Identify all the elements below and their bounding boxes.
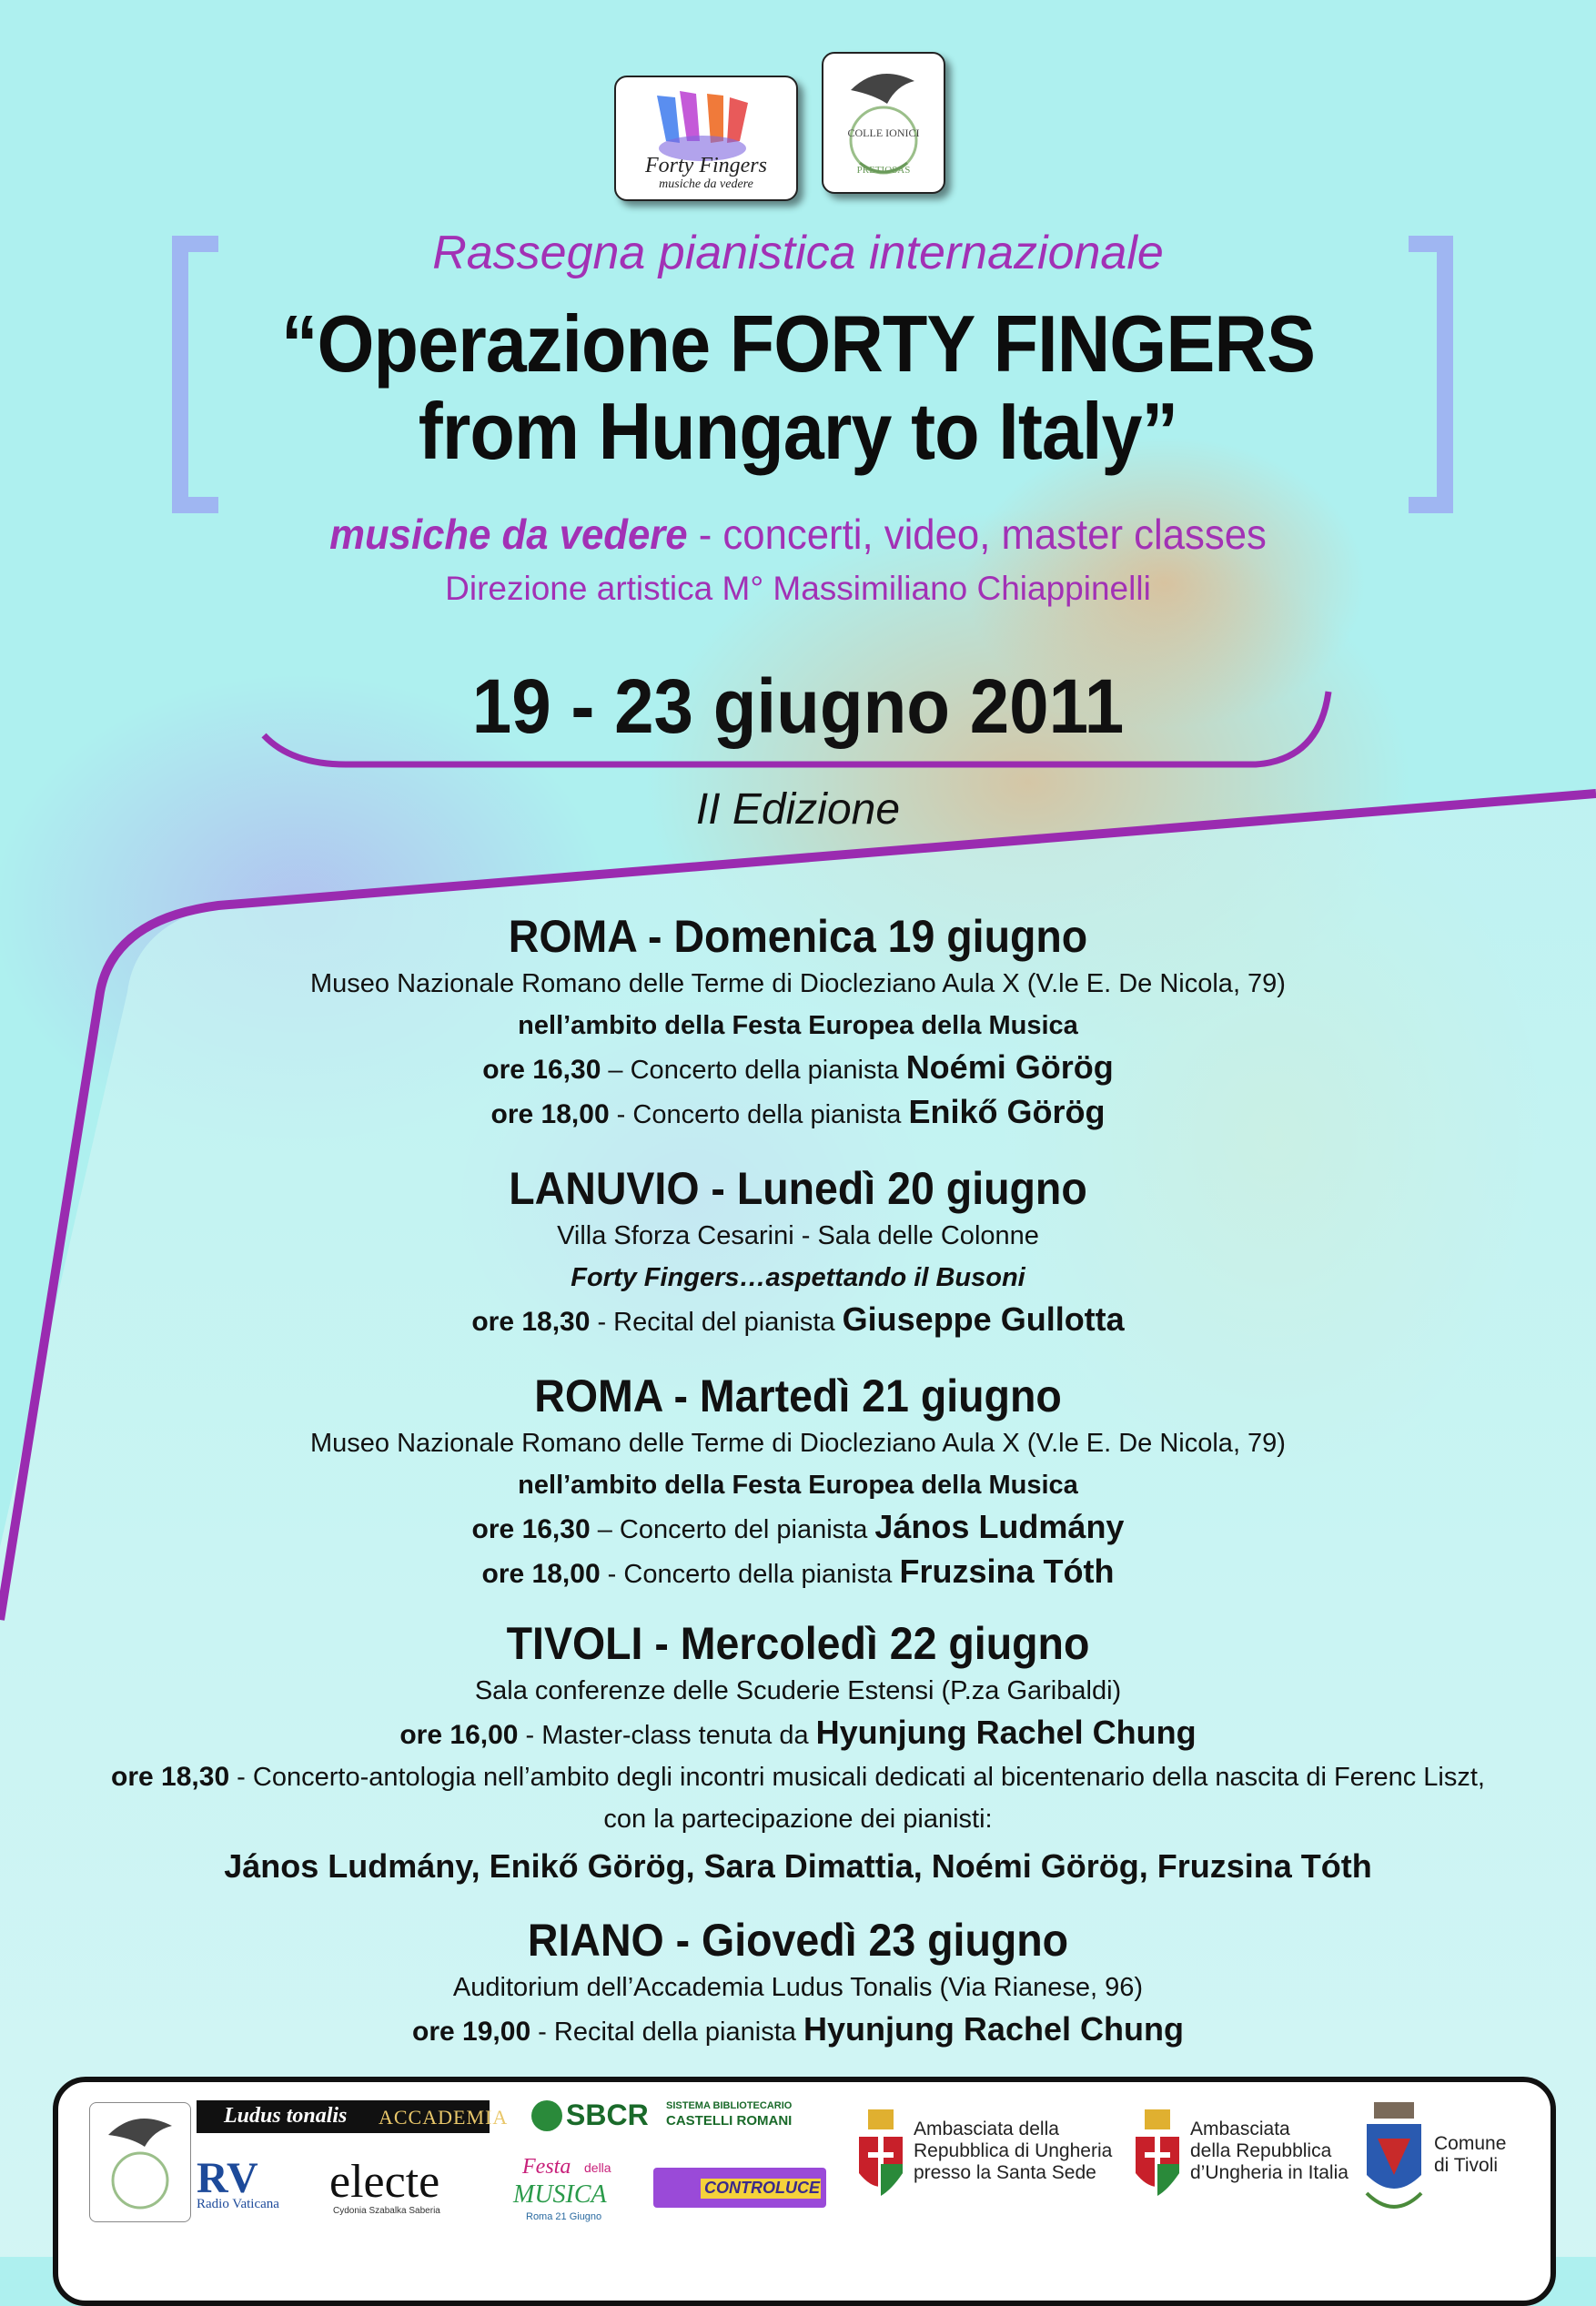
event-item-text: - Concerto della pianista	[600, 1560, 900, 1589]
colle-ionici-text: COLLE IONICI	[847, 126, 920, 139]
event-note: nell’ambito della Festa Europea della Musica	[518, 1011, 1078, 1040]
event-note: nell’ambito della Festa Europea della Musica	[518, 1471, 1078, 1500]
event-time: ore 16,00	[399, 1720, 519, 1750]
performer-name: Hyunjung Rachel Chung	[803, 2010, 1184, 2048]
radio-name: Radio Vaticana	[197, 2197, 279, 2211]
event-title: TIVOLI - Mercoledì 22 giugno	[506, 1618, 1090, 1669]
rv-letters: RV	[197, 2154, 258, 2202]
ludus-name: Ludus tonalis	[224, 2104, 348, 2128]
colle-ionici-small-logo	[89, 2102, 191, 2222]
subtitle: Rassegna pianistica internazionale	[432, 227, 1164, 279]
comune-tivoli: Comune di Tivoli	[1434, 2133, 1507, 2176]
colle-ionici-logo	[822, 52, 945, 194]
performers-list: János Ludmány, Enikő Görög, Sara Dimattia, Noémi Görög, Fruzsina Tóth	[224, 1847, 1372, 1885]
event-item	[0, 1299, 1596, 1343]
event-title: ROMA - Domenica 19 giugno	[508, 911, 1088, 962]
event-item-text: – Concerto della pianista	[601, 1056, 906, 1085]
event-time: ore 16,30	[471, 1514, 591, 1544]
sbcr-icon	[531, 2100, 562, 2131]
event-time: ore 18,00	[481, 1559, 601, 1589]
event-tivoli-22	[0, 1617, 1596, 1893]
event-title: ROMA - Martedì 21 giugno	[534, 1370, 1062, 1421]
event-roma-19	[0, 910, 1596, 1136]
event-time: ore 18,00	[490, 1099, 610, 1129]
event-item	[0, 1047, 1596, 1091]
event-item-text: - Recital della pianista	[530, 2018, 803, 2047]
sbcr-logo	[531, 2099, 804, 2135]
event-time: ore 16,30	[482, 1055, 601, 1085]
artistic-direction: Direzione artistica M° Massimiliano Chiappinelli	[445, 570, 1151, 607]
event-note: Forty Fingers…aspettando il Busoni	[571, 1263, 1025, 1292]
accademia-label: ACCADEMIA	[379, 2106, 509, 2129]
tagline-rest: - concerti, video, master classes	[687, 511, 1267, 558]
event-dates: 19 - 23 giugno 2011	[471, 663, 1125, 749]
bird-icon	[90, 2103, 190, 2221]
event-extra: con la partecipazione dei pianisti:	[603, 1805, 993, 1834]
event-roma-21	[0, 1370, 1596, 1595]
performer-name: Enikő Görög	[908, 1093, 1106, 1130]
tivoli-crest-icon	[1358, 2102, 1430, 2220]
event-venue: Villa Sforza Cesarini - Sala delle Colonne	[557, 1221, 1039, 1250]
ludus-tonalis-logo	[197, 2100, 509, 2133]
event-time: ore 18,30	[111, 1762, 230, 1792]
event-title: LANUVIO - Lunedì 20 giugno	[509, 1163, 1087, 1214]
event-item-text: - Recital del pianista	[590, 1308, 843, 1337]
controluce-name: CONTROLUCE	[704, 2179, 820, 2197]
forty-fingers-logo	[614, 76, 798, 201]
electe-logo	[329, 2155, 493, 2219]
sbcr-name: SBCR	[566, 2099, 649, 2131]
event-venue: Museo Nazionale Romano delle Terme di Diocleziano Aula X (V.le E. De Nicola, 79)	[310, 1429, 1286, 1458]
event-item	[0, 1712, 1596, 1756]
embassy-santa-sede: Ambasciata della Repubblica di Ungheria presso la Santa Sede	[914, 2119, 1113, 2183]
event-item-text: - Concerto della pianista	[609, 1100, 909, 1129]
performer-name: Fruzsina Tóth	[899, 1553, 1115, 1590]
event-item-text: - Concerto-antologia nell’ambito degli incontri musicali dedicati al bicentenario della nascita di Ferenc Liszt,	[229, 1763, 1485, 1792]
event-venue: Auditorium dell’Accademia Ludus Tonalis (Via Rianese, 96)	[452, 1973, 1144, 2002]
performer-name: Giuseppe Gullotta	[842, 1300, 1125, 1338]
tagline-emphasis: musiche da vedere	[329, 511, 688, 558]
event-riano-23	[0, 1914, 1596, 2053]
musica-word: MUSICA	[513, 2180, 607, 2209]
hungary-crest-icon	[855, 2109, 906, 2210]
event-item	[0, 2008, 1596, 2053]
hungary-crest-icon	[1132, 2109, 1183, 2210]
festa-date: Roma 21 Giugno	[526, 2211, 602, 2222]
event-item	[0, 1091, 1596, 1136]
colle-ionici-sub: PRETIOSAS	[856, 165, 911, 176]
event-item	[0, 1506, 1596, 1551]
radio-vaticana-logo	[197, 2153, 306, 2217]
event-item	[0, 1756, 1596, 1798]
event-item	[0, 1551, 1596, 1595]
event-title: RIANO - Giovedì 23 giugno	[527, 1915, 1069, 1966]
controluce-logo	[653, 2168, 826, 2208]
page-title	[64, 300, 1532, 475]
della-word: della	[584, 2160, 611, 2175]
event-time: ore 19,00	[412, 2017, 531, 2047]
forty-fingers-name: Forty Fingers	[645, 154, 767, 177]
sbcr-sub-2: CASTELLI ROMANI	[666, 2113, 793, 2129]
event-item-text: - Master-class tenuta da	[518, 1721, 816, 1750]
sbcr-sub-1: SISTEMA BIBLIOTECARIO	[666, 2100, 793, 2111]
title-line-2: from Hungary to Italy”	[418, 386, 1178, 476]
event-lanuvio-20	[0, 1162, 1596, 1343]
event-venue: Museo Nazionale Romano delle Terme di Diocleziano Aula X (V.le E. De Nicola, 79)	[310, 969, 1286, 998]
tagline	[40, 510, 1556, 559]
edition: II Edizione	[695, 785, 901, 834]
festa-musica-logo	[513, 2155, 641, 2237]
event-venue: Sala conferenze delle Scuderie Estensi (P.za Garibaldi)	[474, 1676, 1122, 1705]
event-item-text: – Concerto del pianista	[590, 1515, 875, 1544]
sponsors-footer	[53, 2077, 1556, 2306]
title-line-1: “Operazione FORTY FINGERS	[280, 298, 1316, 389]
electe-name: electe	[329, 2156, 440, 2208]
festa-word: Festa	[522, 2155, 571, 2179]
performer-name: Noémi Görög	[905, 1048, 1114, 1086]
performer-name: Hyunjung Rachel Chung	[815, 1714, 1197, 1751]
electe-sub: Cydonia Szabalka Saberia	[333, 2206, 440, 2216]
event-time: ore 18,30	[471, 1307, 591, 1337]
embassy-italia: Ambasciata della Repubblica d’Ungheria in Italia	[1190, 2119, 1349, 2183]
forty-fingers-sub: musiche da vedere	[659, 177, 753, 191]
performer-name: János Ludmány	[874, 1508, 1125, 1545]
